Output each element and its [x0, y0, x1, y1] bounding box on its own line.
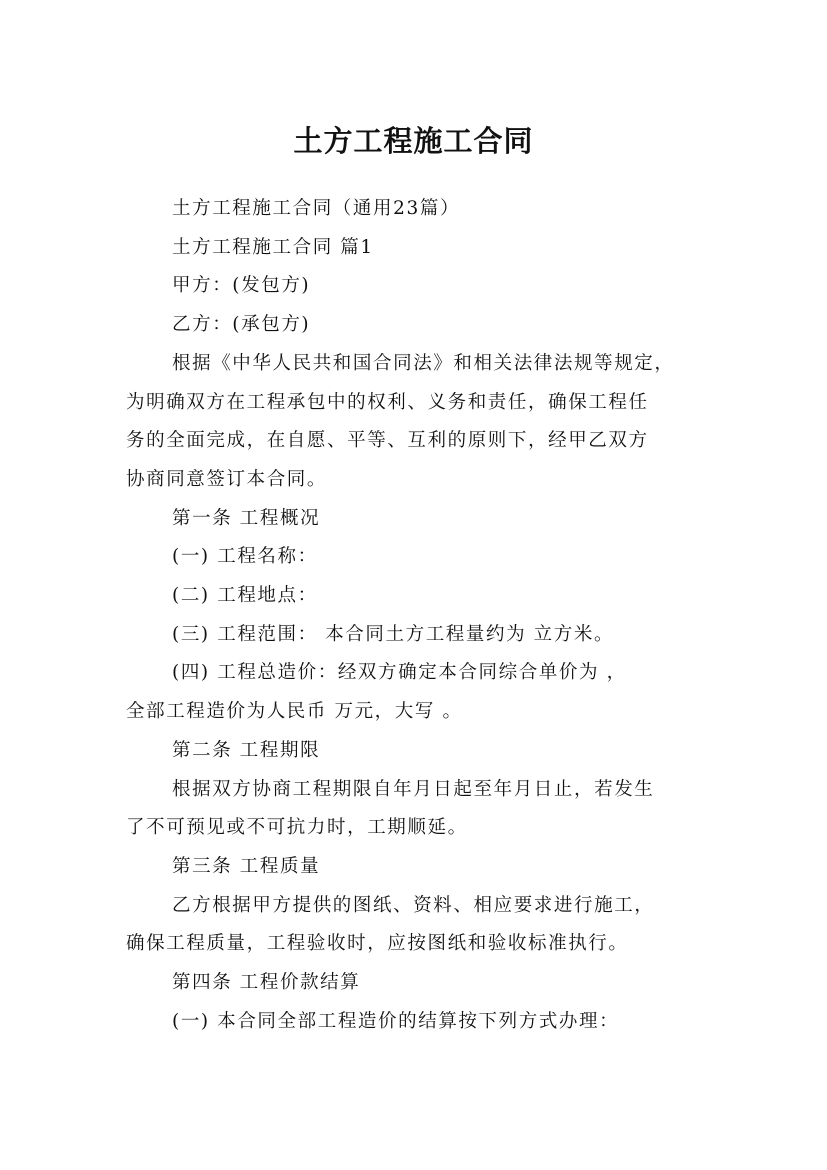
paragraph-line: 为明确双方在工程承包中的权利、义务和责任，确保工程任 [126, 391, 649, 413]
article-3-heading [126, 848, 716, 887]
paragraph-preamble [126, 345, 716, 500]
article-2-heading [126, 732, 716, 771]
article-2-body [126, 771, 716, 848]
document-body [126, 190, 716, 1041]
paragraph-line: 乙方根据甲方提供的图纸、资料、相应要求进行施工， [172, 894, 655, 916]
article-1-item-1 [126, 538, 716, 577]
paragraph-line: 第三条 工程质量 [172, 855, 321, 877]
paragraph-line: 乙方：(承包方) [172, 314, 311, 336]
paragraph-line: 全部工程造价为人民币 万元，大写 。 [126, 701, 463, 723]
article-1-heading [126, 500, 716, 539]
paragraph-line: 第二条 工程期限 [172, 739, 321, 761]
paragraph-line: 甲方：(发包方) [172, 275, 311, 297]
paragraph-line: 确保工程质量，工程验收时，应按图纸和验收标准执行。 [126, 933, 629, 955]
paragraph-line: (一) 工程名称： [172, 546, 318, 568]
document-title: 土方工程施工合同 [293, 124, 534, 159]
paragraph-line: (一) 本合同全部工程造价的结算按下列方式办理： [172, 1010, 620, 1032]
paragraph-line: 第一条 工程概况 [172, 507, 321, 529]
paragraph-subtitle [126, 190, 716, 229]
paragraph-line: 根据《中华人民共和国合同法》和相关法律法规等规定， [172, 352, 675, 374]
paragraph-line: (三) 工程范围： 本合同土方工程量约为 立方米。 [172, 623, 615, 645]
paragraph-party-a [126, 267, 716, 306]
paragraph-party-b [126, 306, 716, 345]
article-1-item-2 [126, 577, 716, 616]
article-3-body [126, 887, 716, 964]
paragraph-line: 土方工程施工合同 篇1 [172, 236, 374, 258]
paragraph-line: 土方工程施工合同（通用23篇） [172, 198, 461, 219]
paragraph-part-heading [126, 229, 716, 268]
paragraph-line: 务的全面完成，在自愿、平等、互利的原则下，经甲乙双方 [126, 430, 649, 452]
article-4-heading [126, 964, 716, 1003]
paragraph-line: 第四条 工程价款结算 [172, 972, 361, 994]
paragraph-line: 协商同意签订本合同。 [126, 468, 328, 490]
paragraph-line: (二) 工程地点： [172, 585, 318, 607]
article-1-item-3 [126, 616, 716, 655]
article-1-item-4 [126, 654, 716, 731]
article-4-item-1 [126, 1003, 716, 1042]
paragraph-line: 了不可预见或不可抗力时，工期顺延。 [126, 817, 468, 839]
paragraph-line: 根据双方协商工程期限自年月日起至年月日止，若发生 [172, 778, 655, 800]
paragraph-line: (四) 工程总造价：经双方确定本合同综合单价为 ， [172, 662, 627, 684]
